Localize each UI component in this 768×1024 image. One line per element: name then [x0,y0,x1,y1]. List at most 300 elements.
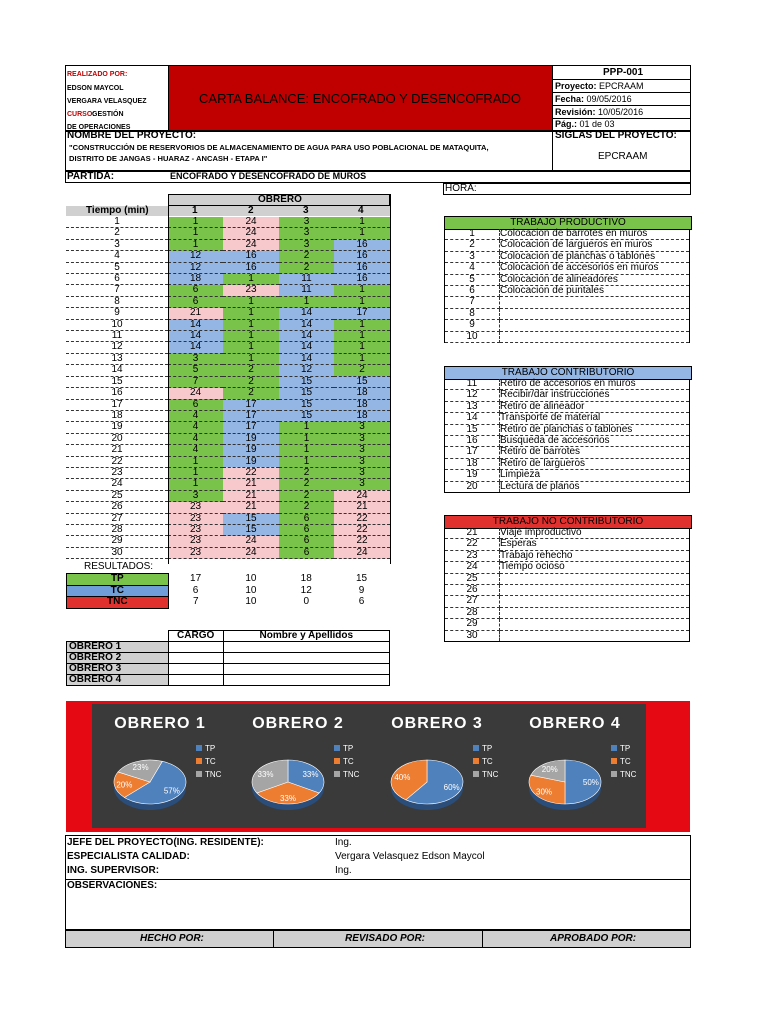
productivo-title: TRABAJO PRODUCTIVO [444,216,692,230]
legend-label: TP [482,744,493,753]
result-cell: 6 [192,584,199,596]
list-item [445,331,690,342]
activity-code: 17 [445,447,500,458]
list-item [445,308,690,319]
activity-cell: 1 [279,296,334,307]
activity-code: 18 [445,458,500,469]
activity-cell: 14 [168,319,223,330]
activity-description [500,607,690,618]
activity-cell: 1 [223,331,279,342]
grid-row [66,456,390,467]
pie-label: 23% [132,763,149,773]
activity-cell: 15 [279,399,334,410]
time-cell: 10 [66,319,168,330]
time-cell: 9 [66,308,168,319]
project-name-line1: "CONSTRUCCIÓN DE RESERVORIOS DE ALMACENAMIENTO DE AGUA PARA USO POBLACIONAL DE MATAQUITA, [69,143,489,152]
activity-cell: 6 [279,547,334,558]
name-cell[interactable] [223,675,389,686]
legend-swatch [334,758,340,764]
activity-cell: 3 [334,467,390,478]
time-cell: 15 [66,376,168,387]
cargo-cell[interactable] [168,664,223,675]
pie-label: 30% [536,787,553,797]
activity-cell: 1 [223,308,279,319]
activity-description: Colocacion de barrotes en muros [500,229,690,240]
list-item [445,562,690,573]
activity-cell: 17 [334,308,390,319]
result-cell: 15 [356,573,368,584]
activity-description [500,573,690,584]
grid-row [66,376,390,387]
pie-label: 33% [257,770,274,780]
activity-cell: 21 [223,502,279,513]
worker-col-1: 1 [192,205,198,216]
siglas-value: EPCRAAM [598,151,648,162]
time-cell: 5 [66,262,168,273]
activity-code: 10 [445,331,500,342]
revision-row [555,108,643,117]
activity-cell: 21 [168,308,223,319]
legend-swatch [196,758,202,764]
grid-row [66,388,390,399]
activity-cell: 3 [168,490,223,501]
activity-cell: 18 [334,410,390,421]
time-cell: 19 [66,422,168,433]
divider [552,79,691,80]
activity-cell: 24 [223,239,279,250]
divider [168,194,169,564]
divider [482,930,483,948]
activity-code: 14 [445,413,500,424]
activity-code: 12 [445,390,500,401]
activity-cell: 1 [168,467,223,478]
list-item [445,240,690,251]
activity-cell: 19 [223,433,279,444]
legend-label: TC [482,757,493,766]
name-header: Nombre y Apellidos [223,631,389,642]
grid-row [66,308,390,319]
list-item [445,630,690,641]
worker-col-4: 4 [358,205,364,216]
list-item [445,619,690,630]
activity-cell: 17 [223,422,279,433]
activity-description [500,308,690,319]
grid-row [66,353,390,364]
activity-description: Retiro de accesorios en muros [500,379,690,390]
activity-cell: 22 [223,467,279,478]
activity-cell: 2 [279,262,334,273]
activity-cell: 1 [223,342,279,353]
activity-cell: 1 [279,433,334,444]
activity-description: Trabajo rehecho [500,550,690,561]
list-item [445,379,690,390]
pie-label: 50% [582,778,599,787]
time-cell: 26 [66,502,168,513]
results-table [66,573,390,609]
legend-swatch [196,771,202,777]
grid-row [66,274,390,285]
result-cell: 10 [245,596,257,607]
activity-description: Colocacion de puntales [500,286,690,297]
activity-description: Viaje improductivo [500,528,690,539]
activity-cell: 3 [334,445,390,456]
activity-description [500,630,690,641]
activity-cell: 24 [223,228,279,239]
list-item [445,297,690,308]
activity-cell: 4 [168,410,223,421]
activity-cell: 2 [279,502,334,513]
list-item [445,263,690,274]
no-contributorio-list [444,528,690,642]
name-cell[interactable] [223,664,389,675]
result-cell: 18 [300,573,312,584]
time-cell: 8 [66,296,168,307]
revisado-label: REVISADO POR: [345,933,426,944]
activity-cell: 16 [334,274,390,285]
activity-cell: 15 [279,376,334,387]
divider [552,66,553,130]
activity-cell: 6 [279,536,334,547]
legend-swatch [334,745,340,751]
activity-code: 23 [445,550,500,561]
curso-label: CURSO: [67,111,95,118]
activity-cell: 16 [334,262,390,273]
list-item [445,447,690,458]
legend-label: TP [343,744,354,753]
siglas-label: SIGLAS DEL PROYECTO: [555,130,677,141]
activity-cell: 4 [168,433,223,444]
result-row-tc [67,585,390,597]
activity-code: 3 [445,251,500,262]
activity-cell: 1 [334,285,390,296]
document-code: PPP-001 [603,67,644,78]
list-item [445,539,690,550]
grid-row [66,479,390,490]
activity-cell: 24 [223,536,279,547]
time-cell: 24 [66,479,168,490]
activity-description [500,320,690,331]
chart-title: OBRERO 3 [391,715,483,732]
activity-cell: 3 [334,433,390,444]
time-cell: 23 [66,467,168,478]
cargo-cell[interactable] [168,653,223,664]
activity-description: Colocacion de largueros en muros [500,240,690,251]
activity-cell: 14 [168,342,223,353]
proyecto-label: Proyecto: [555,81,597,91]
time-cell: 6 [66,274,168,285]
activity-cell: 24 [223,217,279,228]
time-cell: 22 [66,456,168,467]
activity-description: Lectura de planos [500,481,690,492]
supervisor-label: ING. SUPERVISOR: [67,865,160,876]
activity-cell: 6 [168,285,223,296]
grid-row [66,285,390,296]
activity-code: 2 [445,240,500,251]
legend-swatch [611,745,617,751]
activity-description: Retiro de largueros [500,458,690,469]
grid-row [66,331,390,342]
curso-value: GESTIÓN [92,111,124,118]
activity-cell: 1 [168,239,223,250]
activity-cell: 1 [223,274,279,285]
no-contributorio-title: TRABAJO NO CONTRIBUTORIO [444,515,692,529]
result-cell: 0 [303,596,309,607]
activity-cell: 1 [279,422,334,433]
activity-cell: 21 [334,502,390,513]
activity-cell: 1 [223,319,279,330]
time-cell: 28 [66,524,168,535]
grid-row [66,513,390,524]
legend-label: TC [343,757,354,766]
list-item [445,607,690,618]
grid-row [66,228,390,239]
activity-cell: 12 [279,365,334,376]
grid-row [66,365,390,376]
pag-label: Pág.: [555,119,578,129]
list-item [445,481,690,492]
list-item [445,413,690,424]
time-cell: 29 [66,536,168,547]
activity-description: Colocacion de accesorios en muros [500,263,690,274]
activity-description [500,297,690,308]
activity-cell: 6 [279,524,334,535]
activity-code: 9 [445,320,500,331]
activity-cell: 5 [168,365,223,376]
activity-code: 19 [445,470,500,481]
chart-title: OBRERO 1 [114,715,206,732]
pie-label: 40% [394,773,411,783]
author-line1: EDSON MAYCOL [67,85,124,92]
time-cell: 27 [66,513,168,524]
legend-swatch [196,745,202,751]
result-cell: 12 [300,584,312,596]
grid-row [66,502,390,513]
pie-label: 20% [116,780,133,790]
time-cell: 2 [66,228,168,239]
grid-row [66,342,390,353]
activity-description: Retiro de planchas o tablones [500,424,690,435]
activity-cell: 24 [334,490,390,501]
activity-cell: 18 [334,388,390,399]
activity-cell: 2 [279,251,334,262]
fecha-value: 09/05/2016 [586,94,632,104]
activity-code: 8 [445,308,500,319]
activity-cell: 2 [223,376,279,387]
activity-cell: 22 [334,536,390,547]
activity-cell: 16 [223,262,279,273]
list-item [445,229,690,240]
project-name-line2: DISTRITO DE JANGAS - HUARAZ - ANCASH - ETAPA I" [69,154,268,163]
activity-cell: 3 [334,422,390,433]
activity-code: 7 [445,297,500,308]
contributorio-list [444,379,690,493]
legend-label: TNC [343,770,360,779]
activity-code: 20 [445,481,500,492]
realizado-label: REALIZADO POR: [67,71,128,78]
worker-row-label: OBRERO 4 [67,675,169,686]
activity-cell: 19 [223,445,279,456]
partida-label: PARTIDA: [67,171,115,182]
activity-cell: 2 [279,467,334,478]
activity-code: 4 [445,263,500,274]
list-item [445,251,690,262]
activity-code: 22 [445,539,500,550]
legend-swatch [334,771,340,777]
proyecto-value: EPCRAAM [599,81,644,91]
activity-cell: 16 [223,251,279,262]
activity-cell: 17 [223,399,279,410]
project-name-label: NOMBRE DEL PROYECTO: [67,130,197,141]
jefe-value: Ing. [335,837,352,848]
activity-cell: 18 [334,399,390,410]
list-item [445,550,690,561]
hora-label: HORA: [445,183,477,194]
activity-cell: 14 [279,353,334,364]
grid-row [66,547,390,558]
fecha-label: Fecha: [555,94,585,104]
activity-description: Esperas [500,539,690,550]
result-tnc-label: TNC [67,597,169,609]
activity-description: Recibir/dar instrucciones [500,390,690,401]
legend-label: TNC [620,770,637,779]
activity-cell: 6 [168,399,223,410]
grid-row [66,445,390,456]
activity-cell: 15 [279,388,334,399]
hecho-label: HECHO POR: [140,933,204,944]
time-cell: 14 [66,365,168,376]
activity-cell: 7 [168,376,223,387]
activity-code: 13 [445,401,500,412]
activity-cell: 15 [223,524,279,535]
pie-charts [92,704,646,828]
time-cell: 3 [66,239,168,250]
divider [552,92,691,93]
cargo-cell[interactable] [168,642,223,653]
activity-cell: 4 [168,445,223,456]
pie-label: 57% [163,786,180,796]
activity-cell: 14 [279,342,334,353]
legend-swatch [473,745,479,751]
grid-row [66,410,390,421]
time-cell: 16 [66,388,168,399]
fecha-row [555,95,632,104]
activity-cell: 15 [334,376,390,387]
activity-code: 28 [445,607,500,618]
activity-cell: 14 [279,308,334,319]
grid-row [66,217,390,228]
activity-description [500,596,690,607]
time-cell: 17 [66,399,168,410]
legend-label: TC [205,757,216,766]
time-cell: 13 [66,353,168,364]
activity-cell: 1 [279,445,334,456]
grid-row [66,251,390,262]
activity-cell: 23 [168,547,223,558]
time-cell: 11 [66,331,168,342]
workers-table [66,630,390,686]
list-item [445,573,690,584]
activity-code: 6 [445,286,500,297]
activity-cell: 23 [168,524,223,535]
legend-swatch [473,758,479,764]
productivo-list [444,229,690,343]
time-cell: 1 [66,217,168,228]
activity-cell: 11 [279,285,334,296]
activity-cell: 24 [334,547,390,558]
time-cell: 12 [66,342,168,353]
legend-swatch [611,771,617,777]
pie-label: 60% [443,782,460,792]
activity-cell: 15 [223,513,279,524]
activity-cell: 2 [223,365,279,376]
revision-label: Revisión: [555,107,596,117]
activity-cell: 1 [168,228,223,239]
observaciones-frame [65,879,691,930]
activity-description: Busqueda de accesorios [500,436,690,447]
revision-value: 10/05/2016 [598,107,644,117]
activity-cell: 22 [334,524,390,535]
worker-col-2: 2 [248,205,254,216]
activity-cell: 2 [279,479,334,490]
partida-value: ENCOFRADO Y DESENCOFRADO DE MUROS [170,171,367,181]
obrero-label: OBRERO [258,194,302,205]
activity-code: 26 [445,585,500,596]
activity-code: 5 [445,274,500,285]
activity-cell: 17 [223,410,279,421]
grid-row [66,490,390,501]
result-cell: 9 [358,584,365,596]
divider [390,194,391,564]
activity-description: Transporte de material [500,413,690,424]
result-cell: 7 [193,596,199,607]
document-title: CARTA BALANCE: ENCOFRADO Y DESENCOFRADO [168,66,552,130]
grid-row [66,524,390,535]
activity-cell: 6 [168,296,223,307]
cargo-cell[interactable] [168,675,223,686]
activity-cell: 14 [279,319,334,330]
activity-code: 21 [445,528,500,539]
worker-row-label: OBRERO 2 [67,653,169,664]
list-item [445,528,690,539]
list-item [445,436,690,447]
grid-row [66,239,390,250]
activity-cell: 1 [168,456,223,467]
result-tc-label: TC [67,585,169,597]
activity-code: 24 [445,562,500,573]
activity-cell: 3 [334,456,390,467]
aprobado-label: APROBADO POR: [550,933,637,944]
pie-label: 33% [279,793,297,803]
partida-frame [65,171,691,183]
activity-code: 25 [445,573,500,584]
result-cell: 10 [245,573,257,584]
author-line2: VERGARA VELASQUEZ [67,98,147,105]
activity-cell: 12 [168,262,223,273]
activity-code: 1 [445,229,500,240]
chart-title: OBRERO 4 [529,715,621,732]
curso-value2: DE OPERACIONES [67,124,131,131]
activity-cell: 1 [223,353,279,364]
proyecto-row [555,82,644,91]
legend-label: TNC [482,770,499,779]
activity-cell: 3 [168,353,223,364]
activity-description [500,585,690,596]
list-item [445,596,690,607]
calidad-label: ESPECIALISTA CALIDAD: [67,851,190,862]
name-cell[interactable] [223,642,389,653]
grid-row [66,296,390,307]
name-cell[interactable] [223,653,389,664]
